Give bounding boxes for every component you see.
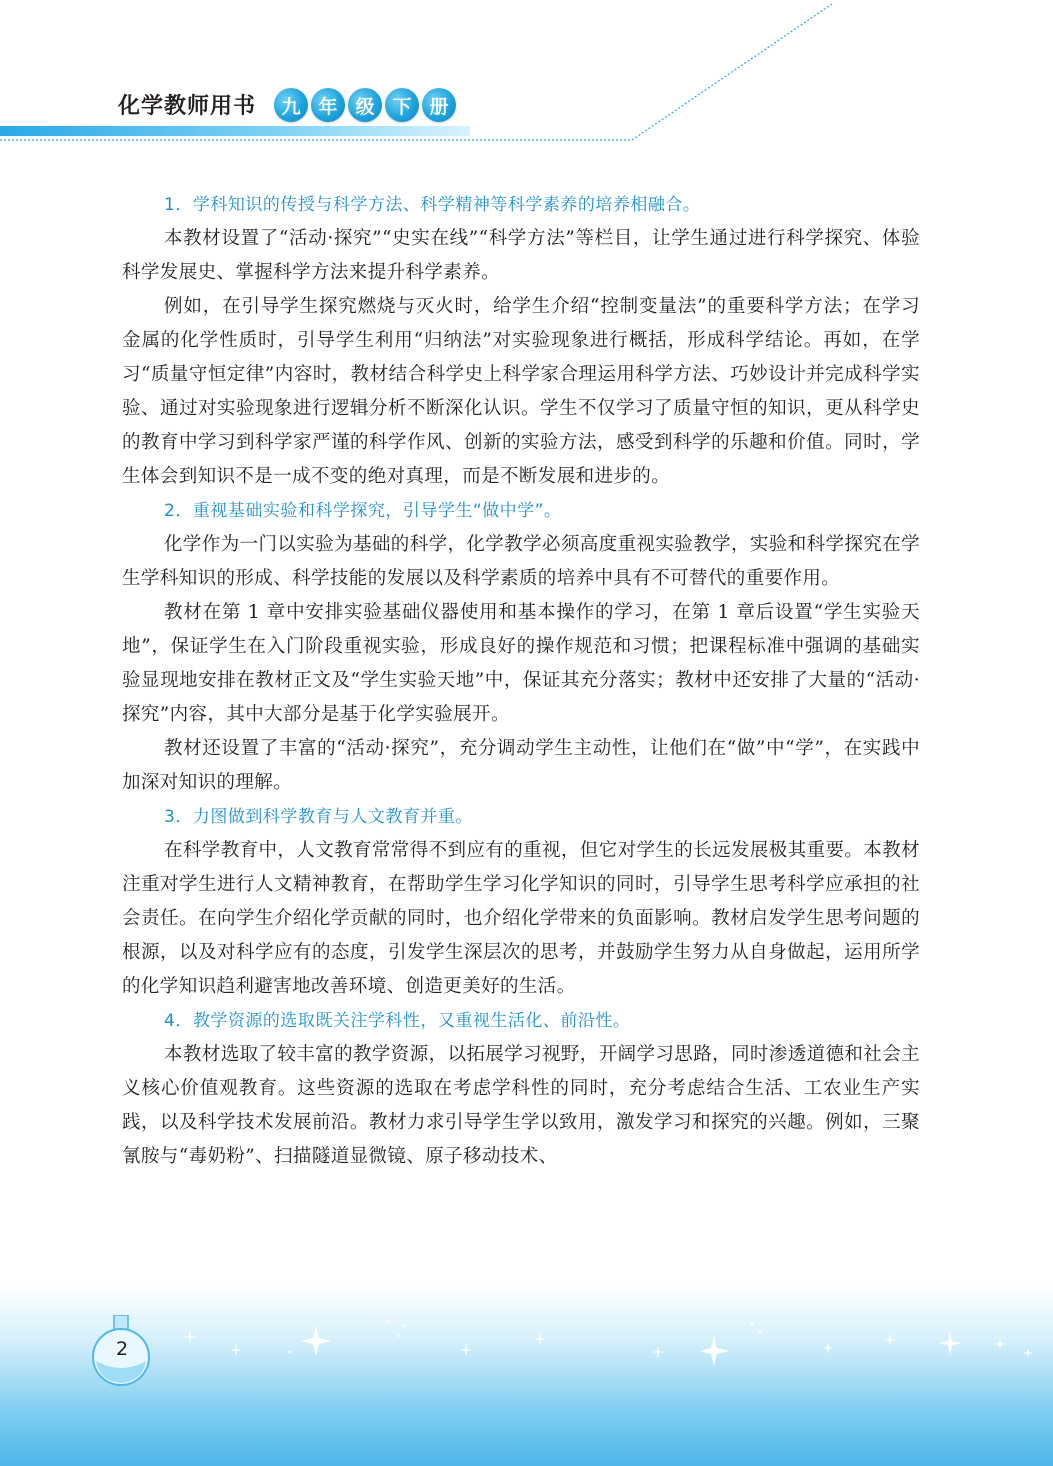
section-heading: 4．教学资源的选取既关注学科性，又重视生活化、前沿性。	[164, 1011, 631, 1031]
paragraph: 化学作为一门以实验为基础的科学，化学教学必须高度重视实验教学，实验和科学探究在学生学科知识的形成、科学技能的发展以及科学素质的培养中具有不可替代的重要作用。	[122, 534, 921, 589]
header-decoration	[0, 0, 1053, 150]
book-title: 化学教师用书	[118, 94, 257, 119]
main-content	[122, 188, 920, 1174]
grade-badges	[274, 88, 456, 122]
section-heading: 1．学科知识的传授与科学方法、科学精神等科学素养的培养相融合。	[164, 195, 701, 215]
paragraph: 例如，在引导学生探究燃烧与灭火时，给学生介绍“控制变量法”的重要科学方法；在学习金属的化学性质时，引导学生利用“归纳法”对实验现象进行概括，形成科学结论。再如，在学习“质量守恒定律”内容时，教材结合科学史上科学家合理运用科学方法、巧妙设计并完成科学实验、通过对实验现象进行逻辑分析不断深化认识。学生不仅学习了质量守恒的知识，更从科学史的教育中学习到科学家严谨的科学作风、创新的实验方法，感受到科学的乐趣和价值。同时，学生体会到知识不是一成不变的绝对真理，而是不断发展和进步的。	[122, 296, 920, 487]
section-heading: 3．力图做到科学教育与人文教育并重。	[164, 807, 473, 827]
grade-char: 级	[348, 88, 382, 122]
grade-char: 九	[274, 88, 308, 122]
grade-char: 年	[311, 88, 345, 122]
page-number: 2	[115, 1338, 129, 1360]
paragraph: 本教材设置了“活动·探究”“史实在线”“科学方法”等栏目，让学生通过进行科学探究、体验科学发展史、掌握科学方法来提升科学素养。	[122, 228, 920, 283]
section-heading: 2．重视基础实验和科学探究，引导学生“做中学”。	[164, 501, 562, 521]
paragraph: 本教材选取了较丰富的教学资源，以拓展学习视野，开阔学习思路，同时渗透道德和社会主义核心价值观教育。这些资源的选取在考虑学科性的同时，充分考虑结合生活、工农业生产实践，以及科学技术发展前沿。教材力求引导学生学以致用，激发学习和探究的兴趣。例如，三聚氰胺与“毒奶粉”、扫描隧道显微镜、原子移动技术、	[122, 1044, 921, 1167]
sparkle-decoration	[0, 1286, 1053, 1466]
paragraph: 在科学教育中，人文教育常常得不到应有的重视，但它对学生的长远发展极其重要。本教材注重对学生进行人文精神教育，在帮助学生学习化学知识的同时，引导学生思考科学应承担的社会责任。在向学生介绍化学贡献的同时，也介绍化学带来的负面影响。教材启发学生思考问题的根源，以及对科学应有的态度，引发学生深层次的思考，并鼓励学生努力从自身做起，运用所学的化学知识趋利避害地改善环境、创造更美好的生活。	[122, 840, 921, 997]
grade-char: 册	[422, 88, 456, 122]
paragraph: 教材在第 1 章中安排实验基础仪器使用和基本操作的学习，在第 1 章后设置“学生实验天地”，保证学生在入门阶段重视实验，形成良好的操作规范和习惯；把课程标准中强调的基础实验显现地安排在教材正文及“学生实验天地”中，保证其充分落实；教材中还安排了大量的“活动·探究”内容，其中大部分是基于化学实验展开。	[122, 602, 920, 725]
paragraph: 教材还设置了丰富的“活动·探究”，充分调动学生主动性，让他们在“做”中“学”，在实践中加深对知识的理解。	[122, 738, 920, 793]
grade-char: 下	[385, 88, 419, 122]
page-header	[0, 0, 1053, 150]
